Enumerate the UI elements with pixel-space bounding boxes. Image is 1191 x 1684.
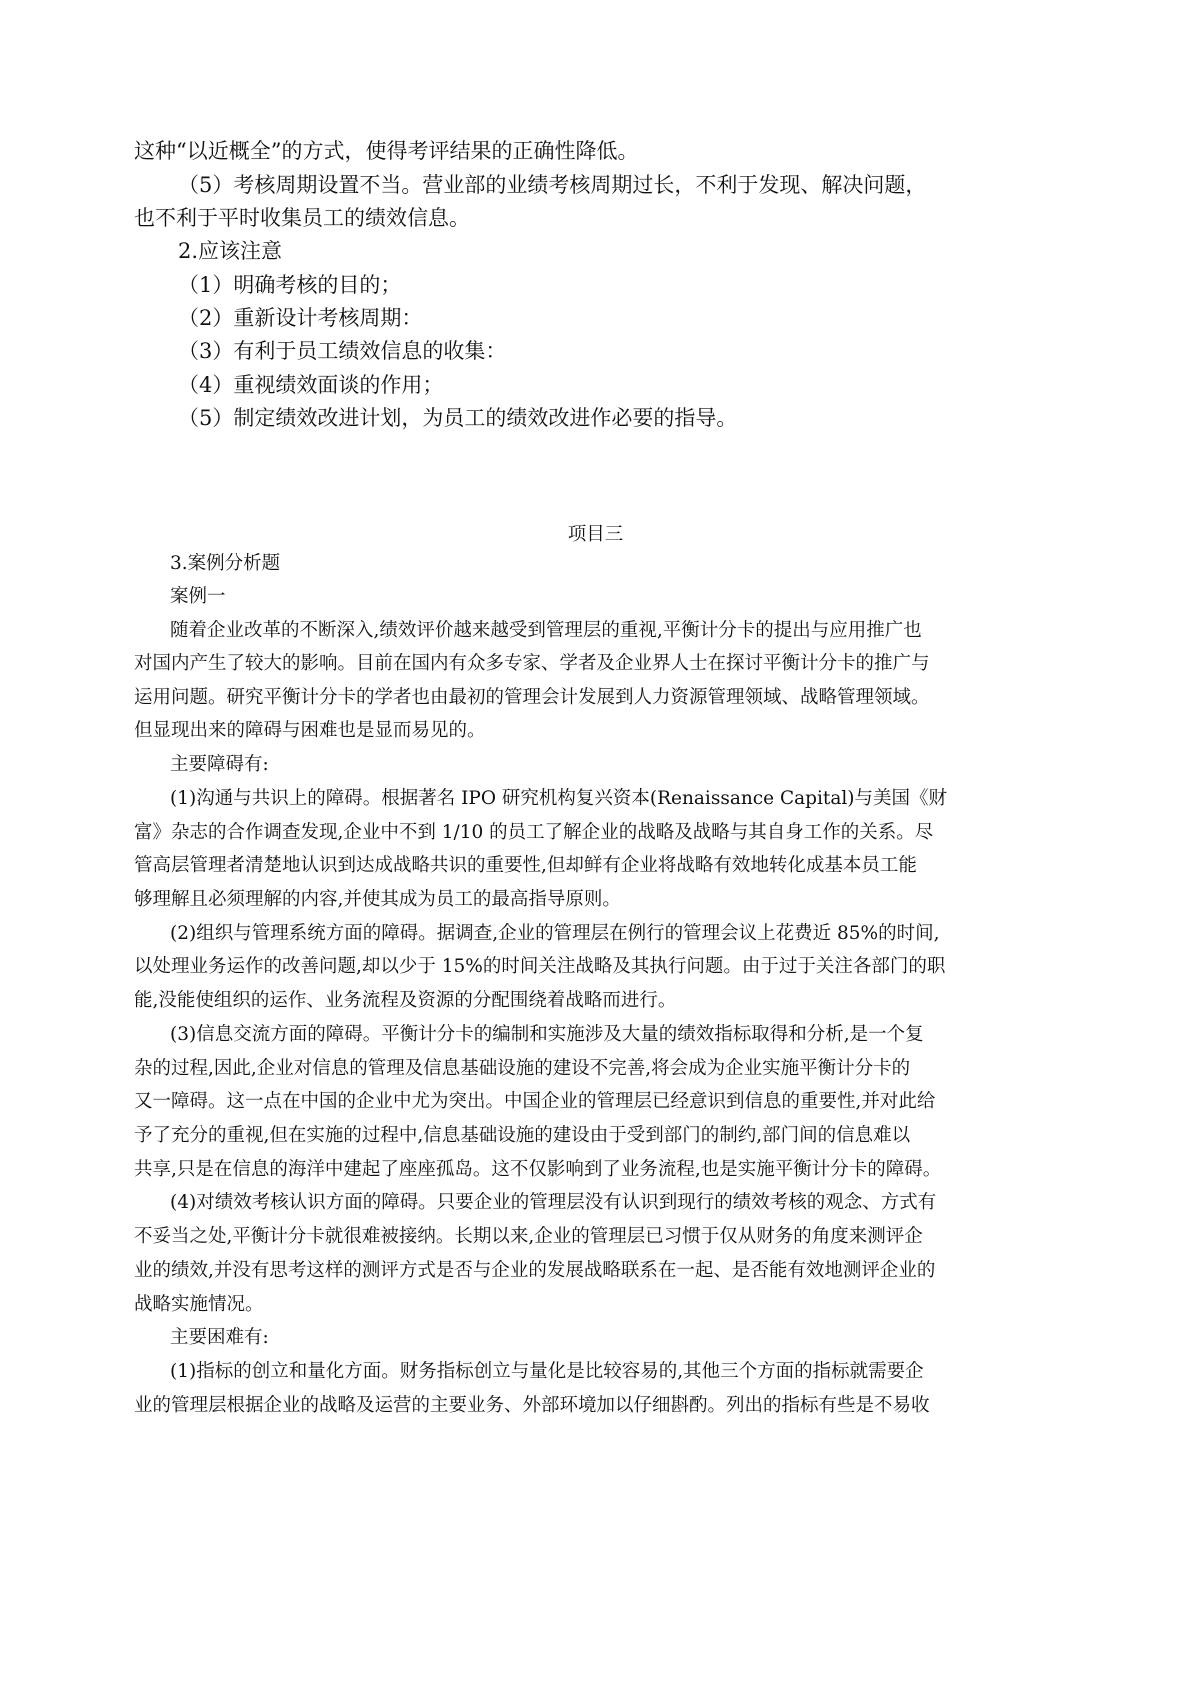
paragraph-line: 又一障碍。这一点在中国的企业中尤为突出。中国企业的管理层已经意识到信息的重要性,并对此给 [134, 1091, 936, 1112]
paragraph-line: 不妥当之处,平衡计分卡就很难被接纳。长期以来,企业的管理层已习惯于仅从财务的角度来测评企 [134, 1226, 923, 1247]
paragraph-line: 富》杂志的合作调查发现,企业中不到 1/10 的员工了解企业的战略及战略与其自身工作的关系。尽 [134, 822, 934, 843]
paragraph-line: 主要困难有: [170, 1327, 269, 1348]
paragraph-line: 运用问题。研究平衡计分卡的学者也由最初的管理会计发展到人力资源管理领域、战略管理领域。 [134, 687, 930, 708]
list-item: （3）有利于员工绩效信息的收集： [178, 339, 507, 363]
paragraph-line: 能,没能使组织的运作、业务流程及资源的分配围绕着战略而进行。 [134, 990, 677, 1011]
list-item: （5）制定绩效改进计划，为员工的绩效改进作必要的指导。 [178, 406, 738, 430]
paragraph-line: (1)指标的创立和量化方面。财务指标创立与量化是比较容易的,其他三个方面的指标就需要企 [170, 1361, 924, 1382]
paragraph-line: (4)对绩效考核认识方面的障碍。只要企业的管理层没有认识到现行的绩效考核的观念、方式有 [170, 1192, 937, 1213]
paragraph-line: 以处理业务运作的改善问题,却以少于 15%的时间关注战略及其执行问题。由于过于关注各部门的职 [134, 956, 946, 977]
list-item: （4）重视绩效面谈的作用； [178, 373, 444, 397]
paragraph-line: (3)信息交流方面的障碍。平衡计分卡的编制和实施涉及大量的绩效指标取得和分析,是一个复 [170, 1024, 924, 1045]
paragraph-line: 管高层管理者清楚地认识到达成战略共识的重要性,但却鲜有企业将战略有效地转化成基本员工能 [134, 855, 917, 876]
subheading: 3.案例分析题 [170, 553, 281, 574]
list-item: （1）明确考核的目的； [178, 273, 402, 297]
paragraph-line: 也不利于平时收集员工的绩效信息。 [134, 206, 470, 230]
paragraph-line: 但显现出来的障碍与困难也是显而易见的。 [134, 720, 486, 741]
paragraph-line: 对国内产生了较大的影响。目前在国内有众多专家、学者及企业界人士在探讨平衡计分卡的推广与 [134, 653, 930, 674]
paragraph-line: (2)组织与管理系统方面的障碍。据调查,企业的管理层在例行的管理会议上花费近 85%的时间, [170, 923, 940, 944]
paragraph-line: 业的管理层根据企业的战略及运营的主要业务、外部环境加以仔细斟酌。列出的指标有些是不易收 [134, 1395, 930, 1416]
paragraph-line: 予了充分的重视,但在实施的过程中,信息基础设施的建设由于受到部门的制约,部门间的信息难以 [134, 1125, 911, 1146]
paragraph-line: (1)沟通与共识上的障碍。根据著名 IPO 研究机构复兴资本(Renaissance Capital)与美国《财 [170, 788, 948, 809]
paragraph-line: 随着企业改革的不断深入,绩效评价越来越受到管理层的重视,平衡计分卡的提出与应用推广也 [170, 620, 922, 641]
paragraph-line: 杂的过程,因此,企业对信息的管理及信息基础设施的建设不完善,将会成为企业实施平衡计分卡的 [134, 1058, 911, 1079]
paragraph-line: 够理解且必须理解的内容,并使其成为员工的最高指导原则。 [134, 889, 621, 910]
paragraph-line: 战略实施情况。 [134, 1294, 264, 1315]
subheading: 案例一 [170, 586, 226, 607]
paragraph-line: 共享,只是在信息的海洋中建起了座座孤岛。这不仅影响到了业务流程,也是实施平衡计分卡的障碍。 [134, 1159, 942, 1180]
paragraph-line: 这种“以近概全”的方式，使得考评结果的正确性降低。 [134, 139, 639, 163]
paragraph-line: （5）考核周期设置不当。营业部的业绩考核周期过长，不利于发现、解决问题， [178, 173, 927, 197]
list-item: （2）重新设计考核周期： [178, 306, 423, 330]
subheading: 2.应该注意 [178, 239, 283, 263]
section-title: 项目三 [567, 524, 624, 545]
paragraph-line: 业的绩效,并没有思考这样的测评方式是否与企业的发展战略联系在一起、是否能有效地测评企业的 [134, 1260, 936, 1281]
paragraph-line: 主要障碍有: [170, 754, 269, 775]
